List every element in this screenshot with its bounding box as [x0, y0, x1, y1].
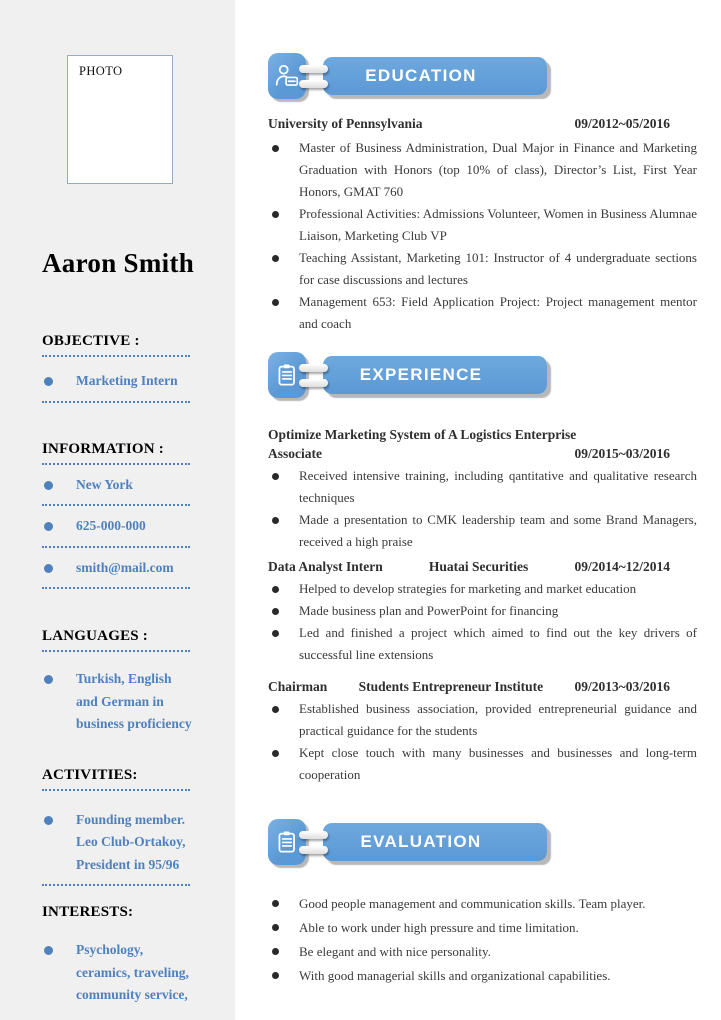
list-item: Received intensive training, including qantitative and qualitative research techniques: [272, 465, 697, 509]
photo-placeholder: [67, 55, 173, 184]
location-item: [42, 474, 190, 507]
objective-heading: OBJECTIVE :: [42, 333, 190, 357]
objective-item-label: Marketing Intern: [76, 373, 178, 388]
evaluation-header: [268, 819, 697, 865]
bullet-dot: [44, 522, 53, 531]
job-title: Chairman: [268, 679, 328, 694]
languages-line: Turkish, English: [76, 671, 172, 686]
bullet-dot: [44, 564, 53, 573]
email-label: smith@mail.com: [76, 559, 174, 575]
bullet-dot: [272, 924, 279, 931]
education-dates: 09/2012~05/2016: [574, 116, 670, 131]
clipboard-icon: [268, 819, 306, 865]
job-entry-head: [268, 444, 697, 463]
job-entry-head: [268, 557, 697, 576]
bullet-dot: [44, 675, 53, 684]
main-content: [235, 0, 721, 1020]
job-dates: 09/2013~03/2016: [574, 679, 670, 694]
interests-item: [42, 939, 215, 1007]
activities-item: [42, 809, 190, 887]
bullet-dot: [272, 586, 279, 593]
bullet-dot: [44, 481, 53, 490]
job-company: Huatai Securities: [428, 559, 529, 574]
candidate-name: Aaron Smith: [42, 248, 195, 278]
list-item: Master of Business Administration, Dual Major in Finance and Marketing Graduation with Honors (top 10% of class), Director’s List, First Year Honors, GMAT 760: [272, 137, 697, 203]
education-bullets: [268, 137, 697, 335]
binder-ring: [299, 846, 328, 854]
bullet-dot: [272, 750, 279, 757]
school-name: University of Pennsylvania: [268, 116, 423, 131]
information-heading: INFORMATION :: [42, 441, 190, 465]
evaluation-title: EVALUATION: [360, 832, 482, 851]
job-title: Associate: [268, 446, 322, 461]
phone-item: [42, 515, 190, 548]
list-item: Able to work under high pressure and time limitation.: [272, 916, 697, 940]
binder-ring: [299, 80, 328, 88]
evaluation-ribbon: [323, 823, 547, 861]
bullet-dot: [272, 706, 279, 713]
languages-item: [42, 668, 215, 736]
list-item: Kept close touch with many businesses and businesses and long-term cooperation: [272, 742, 697, 786]
bullet-dot: [272, 299, 279, 306]
languages-heading: LANGUAGES :: [42, 628, 190, 652]
binder-ring: [299, 831, 328, 839]
education-title: EDUCATION: [365, 66, 477, 85]
list-item: Management 653: Field Application Project: Project management mentor and coach: [272, 291, 697, 335]
activities-line: Founding member.: [76, 811, 186, 827]
bullet-dot: [44, 946, 53, 955]
job-company: Students Entrepreneur Institute: [358, 679, 544, 694]
bullet-dot: [272, 900, 279, 907]
interests-line: ceramics, traveling,: [76, 964, 189, 980]
activities-line: President in 95/96: [76, 856, 180, 872]
interests-section: [42, 903, 215, 1007]
bullet-dot: [272, 211, 279, 218]
job-entry-head: [268, 677, 697, 696]
languages-line: business proficiency: [76, 716, 192, 731]
list-item: Established business association, provided entrepreneurial guidance and practical guidance for the students: [272, 698, 697, 742]
experience-ribbon: [323, 356, 547, 394]
bullet-dot: [44, 377, 53, 386]
interests-heading: INTERESTS:: [42, 904, 134, 920]
binder-ring: [299, 364, 328, 372]
bullet-dot: [272, 517, 279, 524]
email-item: [42, 557, 190, 590]
job-bullets: [268, 698, 697, 786]
clipboard-icon: [268, 352, 306, 398]
education-entry-head: [268, 114, 697, 133]
job-dates: 09/2014~12/2014: [574, 559, 670, 574]
person-card-icon: [268, 53, 306, 99]
experience-title: EXPERIENCE: [359, 365, 483, 384]
interests-line: Psychology,: [76, 942, 144, 957]
list-item: Teaching Assistant, Marketing 101: Instructor of 4 undergraduate sections for case discussions and lectures: [272, 247, 697, 291]
languages-line: and German in: [76, 693, 164, 709]
list-item: Made business plan and PowerPoint for financing: [272, 600, 697, 622]
bullet-dot: [272, 972, 279, 979]
list-item: With good managerial skills and organizational capabilities.: [272, 964, 697, 988]
bullet-dot: [272, 145, 279, 152]
photo-label: PHOTO: [79, 64, 123, 78]
job-bullets: [268, 578, 697, 666]
binder-ring: [299, 65, 328, 73]
binder-ring: [299, 379, 328, 387]
activities-section: [42, 766, 215, 887]
bullet-dot: [272, 948, 279, 955]
location-label: New York: [76, 476, 133, 492]
activities-line: Leo Club-Ortakoy,: [76, 834, 186, 849]
information-section: [42, 440, 215, 590]
list-item: Good people management and communication skills. Team player.: [272, 892, 697, 916]
evaluation-bullets: [268, 892, 697, 988]
education-header: [268, 53, 697, 99]
list-item: Professional Activities: Admissions Volunteer, Women in Business Alumnae Liaison, Marketing Club VP: [272, 203, 697, 247]
objective-item: [42, 370, 190, 403]
bullet-dot: [272, 255, 279, 262]
list-item: Led and finished a project which aimed to find out the key drivers of successful line extensions: [272, 622, 697, 666]
experience-header: [268, 352, 697, 398]
objective-section: [42, 332, 215, 403]
education-ribbon: [323, 57, 547, 95]
bullet-dot: [272, 473, 279, 480]
languages-section: [42, 627, 215, 736]
phone-label: 625-000-000: [76, 518, 146, 533]
interests-line: community service,: [76, 987, 188, 1002]
job-bullets: [268, 465, 697, 553]
job-project: Optimize Marketing System of A Logistics Enterprise: [268, 427, 577, 442]
list-item: Helped to develop strategies for marketing and market education: [272, 578, 697, 600]
job-title: Data Analyst Intern: [268, 559, 383, 574]
list-item: Made a presentation to CMK leadership team and some Brand Managers, received a high praise: [272, 509, 697, 553]
bullet-dot: [272, 608, 279, 615]
bullet-dot: [44, 816, 53, 825]
job-dates: 09/2015~03/2016: [574, 446, 670, 461]
sidebar: [0, 0, 235, 1020]
activities-heading: ACTIVITIES:: [42, 767, 190, 791]
list-item: Be elegant and with nice personality.: [272, 940, 697, 964]
bullet-dot: [272, 630, 279, 637]
